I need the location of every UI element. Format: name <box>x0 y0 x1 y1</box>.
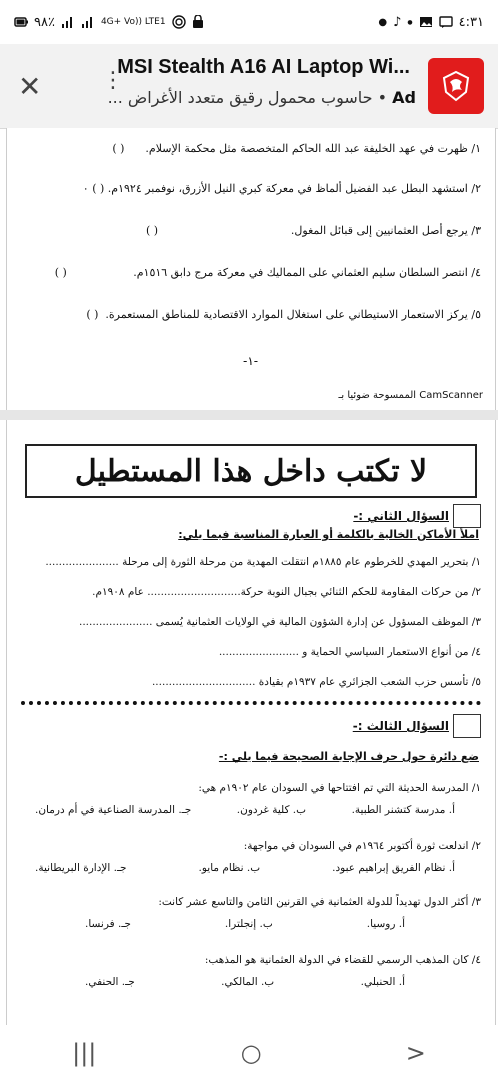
wifi-icon <box>172 15 186 29</box>
mcq-options <box>85 976 405 988</box>
dot-icon: ● <box>378 16 388 28</box>
ad-banner[interactable] <box>0 44 498 129</box>
option-b: ب. المالكي. <box>221 976 275 988</box>
mcq-question: ٢/ اندلعت ثورة أكتوبر ١٩٦٤م في السودان في مواجهة: <box>243 840 481 852</box>
ad-title[interactable]: MSI Stealth A16 AI Laptop Wi... <box>117 56 410 78</box>
page-divider <box>0 410 498 420</box>
option-c: جـ. الحنفي. <box>85 976 135 988</box>
option-b: ب. كلية غردون. <box>236 804 307 816</box>
true-false-question: ١/ ظهرت في عهد الخليفة عبد الله الحاكم المتخصصة مثل محكمة الإسلام. ( ) <box>112 142 481 155</box>
option-b: ب. نظام مايو. <box>198 862 261 874</box>
message-icon <box>439 16 453 28</box>
option-b: ب. إنجلترا. <box>224 918 273 930</box>
true-false-question: ٢/ استشهد البطل عبد الفضيل ألماظ في معركة كبري النيل الأزرق، نوفمبر ١٩٢٤م. ( ) ٠ <box>82 182 481 195</box>
fill-blank-item: ١/ بتحرير المهدي للخرطوم عام ١٨٨٥م انتقلت المهدية من مرحلة الثورة إلى مرحلة ...................... <box>45 556 481 568</box>
dotted-separator <box>21 701 481 705</box>
signal-icon <box>81 16 95 28</box>
true-false-question: ٥/ يركز الاستعمار الاستيطاني على استغلال الموارد الاقتصادية للمناطق المستعمرة. ( ) <box>86 308 481 321</box>
true-false-question: ٤/ انتصر السلطان سليم العثماني على المماليك في معركة مرج دابق ١٥١٦م. ( ) <box>54 266 481 279</box>
home-icon[interactable]: ○ <box>240 1038 262 1067</box>
more-options-icon[interactable]: ⋮ <box>102 68 124 93</box>
lock-icon <box>192 15 204 29</box>
status-bar <box>0 0 498 44</box>
battery-percent: ٩٨٪ <box>34 14 55 30</box>
section-3-instruction: ضع دائرة حول حرف الإجابة الصحيحة فيما يلي :- <box>218 750 479 763</box>
option-a: أ. مدرسة كتشنر الطبية. <box>351 804 455 816</box>
recent-apps-icon[interactable]: ||| <box>72 1038 97 1067</box>
battery-icon <box>14 16 28 28</box>
signal-icon <box>61 16 75 28</box>
option-c: جـ. المدرسة الصناعية في أم درمان. <box>35 804 192 816</box>
status-right <box>378 15 484 30</box>
mcq-question: ٤/ كان المذهب الرسمي للقضاء في الدولة العثمانية هو المذهب: <box>204 954 481 966</box>
ad-description: حاسوب محمول رقيق متعدد الأغراض ... <box>107 88 373 107</box>
fill-blank-item: ٤/ من أنواع الاستعمار السياسي الحماية و ........................ <box>218 646 481 658</box>
mcq-options <box>35 804 455 816</box>
mcq-options <box>35 862 455 874</box>
network-label: 4G+ Vo)) LTE1 <box>100 16 166 27</box>
option-a: أ. روسيا. <box>366 918 405 930</box>
score-box <box>453 504 481 528</box>
section-2-header: السؤال الثاني :- <box>353 504 481 528</box>
score-box <box>453 714 481 738</box>
dragon-shield-icon <box>438 68 474 104</box>
ad-subtitle: Ad • حاسوب محمول رقيق متعدد الأغراض ... <box>107 88 416 107</box>
scanned-page-1 <box>6 128 496 411</box>
gallery-icon <box>419 16 433 28</box>
fill-blank-item: ٣/ الموظف المسؤول عن إدارة الشؤون المالية في الولايات العثمانية يُسمى ...................... <box>78 616 481 628</box>
scanned-page-2 <box>6 420 496 1025</box>
status-left <box>14 15 204 30</box>
option-c: جـ. فرنسا. <box>85 918 131 930</box>
true-false-question: ٣/ يرجع أصل العثمانيين إلى قبائل المغول. ( ) <box>145 224 481 237</box>
mcq-question: ٣/ أكثر الدول تهديداً للدولة العثمانية في القرنين الثامن والتاسع عشر كانت: <box>158 896 481 908</box>
camscanner-watermark: الممسوحة ضوئيا بـ CamScanner <box>338 390 483 401</box>
do-not-write-banner: لا تكتب داخل هذا المستطيل <box>25 444 477 498</box>
back-icon[interactable]: > <box>405 1038 426 1067</box>
clock: ٤:٣١ <box>458 14 484 30</box>
msi-logo[interactable] <box>428 58 484 114</box>
mcq-question: ١/ المدرسة الحديثة التي تم افتتاحها في السودان عام ١٩٠٢م هي: <box>198 782 481 794</box>
fill-blank-item: ٢/ من حركات المقاومة للحكم الثنائي بجبال النوبة حركة............................ عام ١٩٠٨م. <box>92 586 481 598</box>
option-a: أ. نظام الفريق إبراهيم عبود. <box>332 862 455 874</box>
section-2-instruction: املأ الأماكن الخالية بالكلمة أو العبارة المناسبة فيما يلي: <box>178 528 479 541</box>
option-c: جـ. الإدارة البريطانية. <box>35 862 127 874</box>
section-3-header: السؤال الثالث :- <box>353 714 481 738</box>
page-number: -١- <box>243 354 259 368</box>
mcq-options <box>85 918 405 930</box>
close-icon[interactable]: ✕ <box>18 70 42 103</box>
dot-icon: ● <box>407 18 413 26</box>
ad-badge: Ad <box>392 88 416 107</box>
navigation-bar <box>0 1025 498 1080</box>
fill-blank-item: ٥/ تأسس حزب الشعب الجزائري عام ١٩٣٧م بقيادة ............................... <box>151 676 481 688</box>
tiktok-icon: ♪ <box>393 14 402 30</box>
option-a: أ. الحنبلي. <box>360 976 405 988</box>
